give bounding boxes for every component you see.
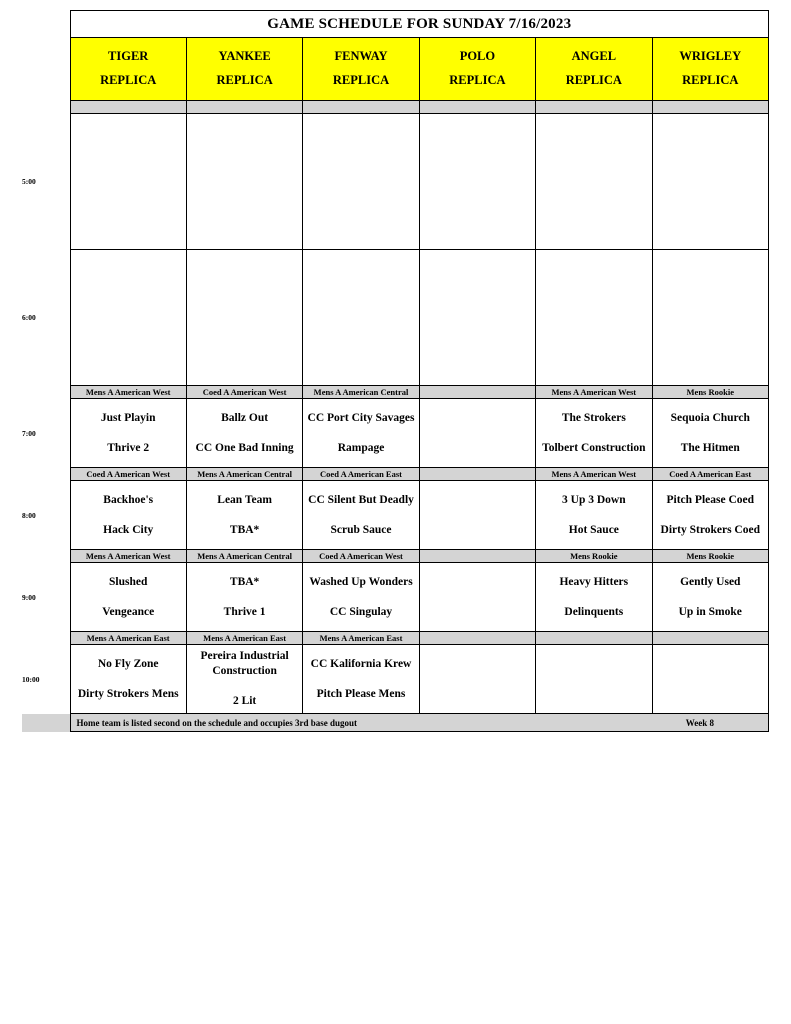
home-team: Tolbert Construction xyxy=(542,442,646,454)
home-team: Hack City xyxy=(103,524,154,536)
game-cell[interactable] xyxy=(536,114,652,250)
field-header-line2: REPLICA xyxy=(565,73,622,87)
game-cell[interactable] xyxy=(652,563,768,632)
league-row-800 xyxy=(22,468,769,481)
away-team: Lean Team xyxy=(217,493,272,506)
time-gutter-cell xyxy=(22,11,70,38)
league-label xyxy=(186,101,302,114)
field-header-line1: ANGEL xyxy=(571,49,617,64)
away-team: Heavy Hitters xyxy=(559,575,629,588)
league-label: Mens A American West xyxy=(536,468,652,481)
home-team: Dirty Strokers Coed xyxy=(660,524,760,536)
time-gutter-cell xyxy=(22,101,70,114)
home-team: Rampage xyxy=(337,442,385,454)
league-label xyxy=(419,632,535,645)
time-gutter-cell xyxy=(22,38,70,101)
field-header-polo xyxy=(419,38,535,101)
away-team: CC Port City Savages xyxy=(307,411,415,424)
league-label xyxy=(536,101,652,114)
game-cell[interactable] xyxy=(419,481,535,550)
league-label: Mens A American East xyxy=(303,632,419,645)
league-label xyxy=(652,632,768,645)
time-gutter-cell xyxy=(22,550,70,563)
home-team: Thrive 1 xyxy=(223,606,266,618)
league-label xyxy=(419,101,535,114)
league-label: Coed A American East xyxy=(652,468,768,481)
game-cell[interactable] xyxy=(652,645,768,714)
game-row-900 xyxy=(22,563,769,632)
field-header-line2: REPLICA xyxy=(332,73,390,87)
league-label: Mens A American East xyxy=(186,632,302,645)
game-cell[interactable] xyxy=(186,563,302,632)
league-label: Coed A American West xyxy=(303,550,419,563)
home-team: Hot Sauce xyxy=(568,524,619,536)
game-cell[interactable] xyxy=(303,399,419,468)
game-cell[interactable] xyxy=(70,399,186,468)
league-label: Mens A American West xyxy=(70,386,186,399)
league-row-900 xyxy=(22,550,769,563)
away-team: Pitch Please Coed xyxy=(666,493,755,506)
game-cell[interactable] xyxy=(419,114,535,250)
league-label xyxy=(70,101,186,114)
game-cell[interactable] xyxy=(70,645,186,714)
league-label: Coed A American East xyxy=(303,468,419,481)
game-cell[interactable] xyxy=(186,481,302,550)
league-label: Mens Rookie xyxy=(652,386,768,399)
footer-row xyxy=(22,714,769,732)
field-header-line1: FENWAY xyxy=(334,49,388,64)
footer-week: Week 8 xyxy=(685,717,714,728)
game-row-700 xyxy=(22,399,769,468)
home-team: Scrub Sauce xyxy=(330,524,392,536)
field-header-line2: REPLICA xyxy=(449,73,506,87)
game-cell[interactable] xyxy=(303,114,419,250)
home-team: TBA* xyxy=(229,524,260,536)
game-cell[interactable] xyxy=(419,250,535,386)
game-row-500 xyxy=(22,114,769,250)
game-cell[interactable] xyxy=(186,645,302,714)
away-team: Just Playin xyxy=(100,411,156,424)
game-cell[interactable] xyxy=(536,399,652,468)
league-label: Mens Rookie xyxy=(652,550,768,563)
game-cell[interactable] xyxy=(652,114,768,250)
league-label xyxy=(536,632,652,645)
game-row-1000 xyxy=(22,645,769,714)
time-gutter-cell xyxy=(22,386,70,399)
game-cell[interactable] xyxy=(186,399,302,468)
league-label xyxy=(419,468,535,481)
away-team: Gently Used xyxy=(680,575,741,588)
field-header-line1: YANKEE xyxy=(218,49,271,64)
game-cell[interactable] xyxy=(536,250,652,386)
away-team: TBA* xyxy=(229,575,260,588)
field-header-line1: POLO xyxy=(459,49,496,64)
time-label-700: 7:00 xyxy=(22,428,36,438)
league-label: Mens A American East xyxy=(70,632,186,645)
game-cell[interactable] xyxy=(70,563,186,632)
league-label: Coed A American West xyxy=(70,468,186,481)
league-label: Mens A American Central xyxy=(186,550,302,563)
time-label-900: 9:00 xyxy=(22,592,36,602)
home-team: Pitch Please Mens xyxy=(316,688,406,700)
home-team: 2 Lit xyxy=(232,695,257,708)
away-team: Ballz Out xyxy=(221,411,269,424)
game-cell[interactable] xyxy=(303,563,419,632)
league-label: Coed A American West xyxy=(186,386,302,399)
away-team: Backhoe's xyxy=(103,493,154,506)
away-team: Pereira Industrial Construction xyxy=(200,650,289,677)
time-label-800: 8:00 xyxy=(22,510,36,520)
home-team: Vengeance xyxy=(102,606,155,618)
game-cell[interactable] xyxy=(419,645,535,714)
field-header-line2: REPLICA xyxy=(682,73,739,87)
game-cell[interactable] xyxy=(70,481,186,550)
title-row xyxy=(22,11,769,38)
league-label: Mens A American Central xyxy=(186,468,302,481)
away-team: 3 Up 3 Down xyxy=(562,493,626,506)
game-cell[interactable] xyxy=(70,250,186,386)
league-label: Mens Rookie xyxy=(536,550,652,563)
game-cell[interactable] xyxy=(536,645,652,714)
time-gutter-cell xyxy=(22,632,70,645)
away-team: No Fly Zone xyxy=(97,657,159,670)
league-row-700 xyxy=(22,386,769,399)
game-row-800 xyxy=(22,481,769,550)
footer-cell xyxy=(70,714,769,732)
league-row-1000 xyxy=(22,632,769,645)
league-label xyxy=(419,386,535,399)
away-team: CC Silent But Deadly xyxy=(308,493,414,506)
game-cell[interactable] xyxy=(186,250,302,386)
schedule-table xyxy=(22,10,769,732)
field-header-row xyxy=(22,38,769,101)
game-cell[interactable] xyxy=(303,645,419,714)
away-team: The Strokers xyxy=(561,411,626,424)
game-cell[interactable] xyxy=(652,250,768,386)
footer-note: Home team is listed second on the schedule and occupies 3rd base dugout xyxy=(76,717,358,728)
time-gutter-cell xyxy=(22,468,70,481)
league-label: Mens A American West xyxy=(70,550,186,563)
field-header-tiger xyxy=(70,38,186,101)
time-label-1000: 10:00 xyxy=(22,674,40,684)
field-header-yankee xyxy=(186,38,302,101)
time-label-500: 5:00 xyxy=(22,177,36,186)
league-label: Mens A American Central xyxy=(303,386,419,399)
home-team: Up in Smoke xyxy=(678,606,742,618)
league-label xyxy=(419,550,535,563)
game-cell[interactable] xyxy=(303,481,419,550)
game-cell[interactable] xyxy=(186,114,302,250)
away-team: Slushed xyxy=(109,575,148,588)
home-team: CC Singulay xyxy=(329,606,393,618)
game-cell[interactable] xyxy=(652,399,768,468)
home-team: Delinquents xyxy=(564,606,624,618)
home-team: Thrive 2 xyxy=(107,442,150,454)
game-cell[interactable] xyxy=(419,563,535,632)
page-title: GAME SCHEDULE FOR SUNDAY 7/16/2023 xyxy=(70,11,769,38)
game-cell[interactable] xyxy=(652,481,768,550)
field-header-line2: REPLICA xyxy=(216,73,273,87)
league-label: Mens A American West xyxy=(536,386,652,399)
field-header-wrigley xyxy=(652,38,768,101)
game-cell[interactable] xyxy=(536,481,652,550)
game-cell[interactable] xyxy=(303,250,419,386)
home-team: Dirty Strokers Mens xyxy=(77,688,179,700)
field-header-fenway xyxy=(303,38,419,101)
field-header-line2: REPLICA xyxy=(100,73,157,87)
field-header-line1: TIGER xyxy=(108,49,149,64)
field-header-line1: WRIGLEY xyxy=(679,49,742,64)
game-cell[interactable] xyxy=(70,114,186,250)
away-team: CC Kalifornia Krew xyxy=(310,657,412,670)
field-header-angel xyxy=(536,38,652,101)
time-label-600: 6:00 xyxy=(22,313,36,322)
game-cell[interactable] xyxy=(536,563,652,632)
home-team: The Hitmen xyxy=(680,442,740,454)
league-row-500 xyxy=(22,101,769,114)
game-cell[interactable] xyxy=(419,399,535,468)
league-label xyxy=(303,101,419,114)
away-team: Washed Up Wonders xyxy=(309,575,413,588)
game-row-600 xyxy=(22,250,769,386)
away-team: Sequoia Church xyxy=(670,411,750,424)
home-team: CC One Bad Inning xyxy=(195,442,294,454)
time-gutter-cell xyxy=(22,714,70,732)
league-label xyxy=(652,101,768,114)
